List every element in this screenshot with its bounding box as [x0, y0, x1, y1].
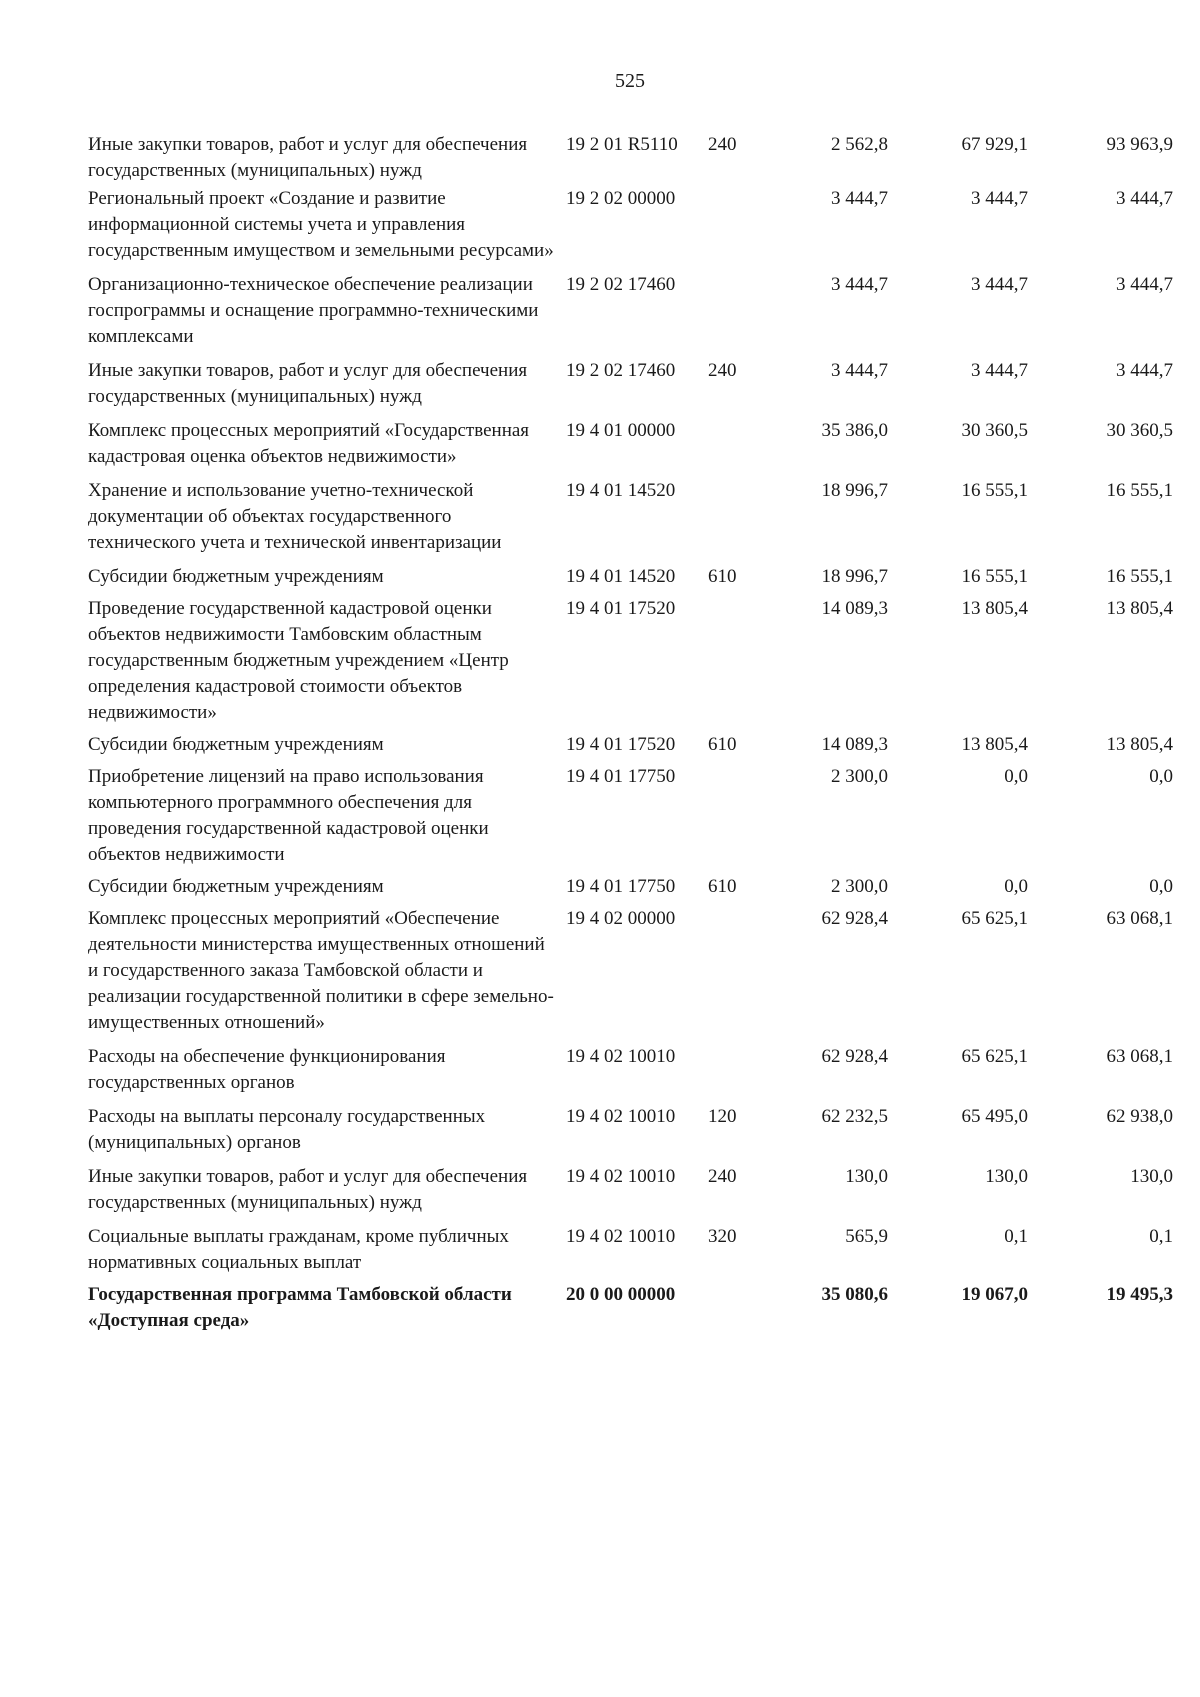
row-name: Субсидии бюджетным учреждениям — [88, 876, 384, 897]
row-name: Проведение государственной кадастровой оценки объектов недвижимости Тамбовским областным государственным бюджетным учреждением «Центр определения кадастровой стоимости объектов недвижимости» — [88, 598, 509, 723]
row-code: 19 2 02 17460 — [566, 360, 676, 381]
table-row — [88, 596, 1173, 726]
row-name: Иные закупки товаров, работ и услуг для обеспечения государственных (муниципальных) нужд — [88, 360, 528, 407]
table-row — [88, 1164, 1173, 1216]
row-name: Иные закупки товаров, работ и услуг для обеспечения государственных (муниципальных) нужд — [88, 134, 528, 181]
row-value-2: 13 805,4 — [961, 734, 1028, 755]
row-expense-type: 240 — [708, 1166, 737, 1187]
row-expense-type: 320 — [708, 1226, 737, 1247]
row-value-2: 19 067,0 — [961, 1284, 1028, 1305]
row-value-1: 62 928,4 — [821, 1046, 888, 1067]
row-code: 19 4 02 10010 — [566, 1046, 676, 1067]
row-value-1: 62 928,4 — [821, 908, 888, 929]
row-value-2: 65 625,1 — [961, 1046, 1028, 1067]
row-value-3: 19 495,3 — [1106, 1284, 1173, 1305]
row-name: Региональный проект «Создание и развитие информационной системы учета и управления государственным имуществом и земельными ресурсами» — [88, 188, 554, 261]
table-row — [88, 272, 1173, 350]
table-row — [88, 478, 1173, 556]
table-row — [88, 132, 1173, 184]
row-name: Субсидии бюджетным учреждениям — [88, 734, 384, 755]
row-code: 19 4 02 10010 — [566, 1166, 676, 1187]
row-value-3: 130,0 — [1130, 1166, 1173, 1187]
row-value-1: 35 386,0 — [821, 420, 888, 441]
row-code: 19 4 02 00000 — [566, 908, 676, 929]
page-number: 525 — [615, 70, 645, 92]
row-code: 19 4 01 17520 — [566, 734, 676, 755]
row-value-2: 0,0 — [1004, 876, 1028, 897]
row-code: 19 4 01 14520 — [566, 480, 676, 501]
row-name: Хранение и использование учетно-технической документации об объектах государственного технического учета и технической инвентаризации — [88, 480, 502, 553]
row-name: Комплекс процессных мероприятий «Государственная кадастровая оценка объектов недвижимости» — [88, 420, 530, 467]
table-row — [88, 906, 1173, 1036]
row-value-1: 3 444,7 — [831, 188, 888, 209]
row-value-3: 63 068,1 — [1106, 1046, 1173, 1067]
row-name: Расходы на обеспечение функционирования государственных органов — [88, 1046, 446, 1093]
row-value-3: 63 068,1 — [1106, 908, 1173, 929]
row-code: 19 4 02 10010 — [566, 1106, 676, 1127]
row-value-3: 3 444,7 — [1116, 274, 1173, 295]
row-value-1: 130,0 — [845, 1166, 888, 1187]
row-code: 19 4 01 00000 — [566, 420, 676, 441]
row-value-3: 0,0 — [1149, 766, 1173, 787]
table-row — [88, 1104, 1173, 1156]
row-value-2: 3 444,7 — [971, 188, 1028, 209]
row-value-1: 565,9 — [845, 1226, 888, 1247]
row-name: Комплекс процессных мероприятий «Обеспечение деятельности министерства имущественных отношений и государственного заказа Тамбовской области и реализации государственной политики в сфере земельно-имущественных отношений» — [88, 908, 554, 1033]
row-value-2: 65 625,1 — [961, 908, 1028, 929]
row-code: 19 4 01 14520 — [566, 566, 676, 587]
row-expense-type: 240 — [708, 360, 737, 381]
row-value-3: 0,0 — [1149, 876, 1173, 897]
table-row — [88, 1224, 1173, 1276]
row-value-3: 93 963,9 — [1106, 134, 1173, 155]
row-value-3: 0,1 — [1149, 1226, 1173, 1247]
row-expense-type: 610 — [708, 566, 737, 587]
row-expense-type: 610 — [708, 734, 737, 755]
row-value-2: 130,0 — [985, 1166, 1028, 1187]
row-value-1: 14 089,3 — [821, 734, 888, 755]
row-name: Расходы на выплаты персоналу государственных (муниципальных) органов — [88, 1106, 486, 1153]
row-expense-type: 610 — [708, 876, 737, 897]
row-name: Иные закупки товаров, работ и услуг для обеспечения государственных (муниципальных) нужд — [88, 1166, 528, 1213]
row-value-1: 2 300,0 — [831, 766, 888, 787]
table-row — [88, 564, 1173, 590]
row-expense-type: 240 — [708, 134, 737, 155]
table-row — [88, 418, 1173, 470]
row-code: 19 2 01 R5110 — [566, 134, 678, 155]
table-row — [88, 732, 1173, 758]
row-name: Государственная программа Тамбовской области «Доступная среда» — [88, 1284, 512, 1331]
row-value-2: 30 360,5 — [961, 420, 1028, 441]
table-row — [88, 358, 1173, 410]
row-value-2: 67 929,1 — [961, 134, 1028, 155]
row-value-2: 16 555,1 — [961, 566, 1028, 587]
row-code: 19 4 01 17750 — [566, 766, 676, 787]
row-code: 19 4 01 17750 — [566, 876, 676, 897]
row-value-1: 2 562,8 — [831, 134, 888, 155]
table-row — [88, 186, 1173, 264]
row-code: 19 4 01 17520 — [566, 598, 676, 619]
row-value-1: 18 996,7 — [821, 480, 888, 501]
row-code: 19 2 02 00000 — [566, 188, 676, 209]
row-code: 19 4 02 10010 — [566, 1226, 676, 1247]
row-code: 20 0 00 00000 — [566, 1284, 676, 1305]
row-value-3: 3 444,7 — [1116, 188, 1173, 209]
row-value-2: 13 805,4 — [961, 598, 1028, 619]
row-value-1: 18 996,7 — [821, 566, 888, 587]
row-value-2: 65 495,0 — [961, 1106, 1028, 1127]
row-value-3: 13 805,4 — [1106, 734, 1173, 755]
row-value-1: 35 080,6 — [821, 1284, 888, 1305]
row-value-2: 0,0 — [1004, 766, 1028, 787]
table-row — [88, 1044, 1173, 1096]
row-value-1: 14 089,3 — [821, 598, 888, 619]
row-value-3: 62 938,0 — [1106, 1106, 1173, 1127]
table-row-program-total — [88, 1282, 1173, 1334]
row-name: Приобретение лицензий на право использования компьютерного программного обеспечения для проведения государственной кадастровой оценки объектов недвижимости — [88, 766, 489, 865]
row-value-2: 0,1 — [1004, 1226, 1028, 1247]
row-value-3: 3 444,7 — [1116, 360, 1173, 381]
budget-table — [88, 132, 1173, 1334]
row-value-3: 16 555,1 — [1106, 480, 1173, 501]
row-value-1: 2 300,0 — [831, 876, 888, 897]
row-name: Субсидии бюджетным учреждениям — [88, 566, 384, 587]
table-row — [88, 764, 1173, 868]
row-value-1: 62 232,5 — [821, 1106, 888, 1127]
row-value-2: 3 444,7 — [971, 274, 1028, 295]
table-row — [88, 874, 1173, 900]
row-value-3: 30 360,5 — [1106, 420, 1173, 441]
row-value-3: 16 555,1 — [1106, 566, 1173, 587]
row-value-3: 13 805,4 — [1106, 598, 1173, 619]
row-value-1: 3 444,7 — [831, 360, 888, 381]
row-value-2: 16 555,1 — [961, 480, 1028, 501]
row-value-1: 3 444,7 — [831, 274, 888, 295]
row-name: Социальные выплаты гражданам, кроме публичных нормативных социальных выплат — [88, 1226, 509, 1273]
row-code: 19 2 02 17460 — [566, 274, 676, 295]
row-expense-type: 120 — [708, 1106, 737, 1127]
row-name: Организационно-техническое обеспечение реализации госпрограммы и оснащение программно-техническими комплексами — [88, 274, 539, 347]
row-value-2: 3 444,7 — [971, 360, 1028, 381]
